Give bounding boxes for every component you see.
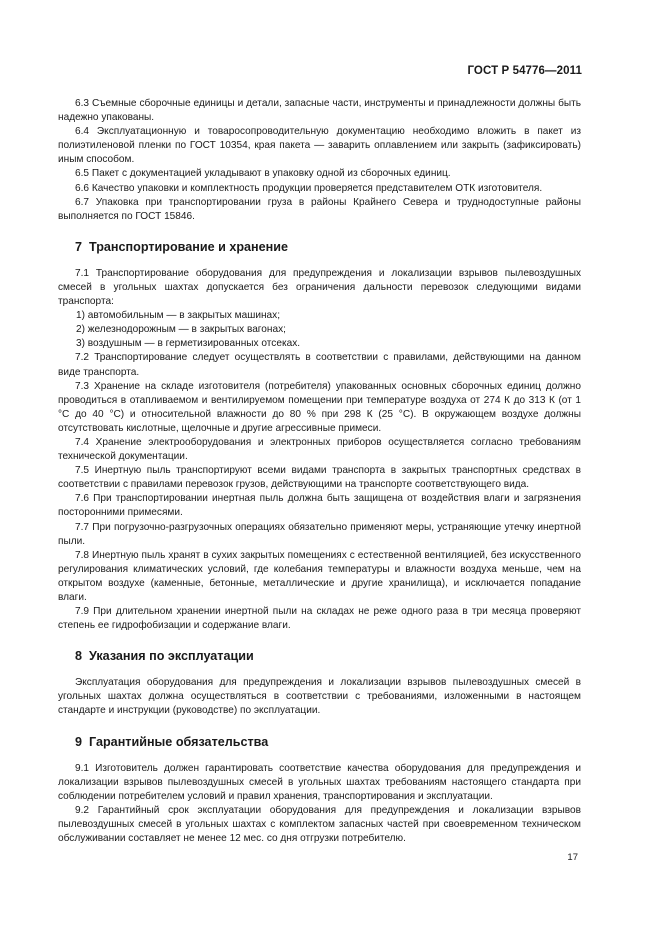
list-item-3: 3) воздушным — в герметизированных отсеках. [76,338,301,350]
paragraph-6-3: 6.3 Съемные сборочные единицы и детали, запасные части, инструменты и принадлежности должны быть надежно упакованы. [58,98,581,124]
paragraph-6-5: 6.5 Пакет с документацией укладывают в упаковку одной из сборочных единиц. [75,168,451,180]
paragraph-7-2: 7.2 Транспортирование следует осуществлять в соответствии с правилами, действующими на данном виде транспорта. [58,352,581,378]
paragraph-9-1: 9.1 Изготовитель должен гарантировать соответствие качества оборудования для предупреждения и локализации взрывов пылевоздушных смесей в угольных шахтах требованиям настоящего стандарта при соблюдении потребителем условий и правил хранения, транспортирования и эксплуатации. [58,762,581,802]
section-8-title: Указания по эксплуатации [89,649,254,664]
spacer [58,750,581,762]
paragraph-7-7: 7.7 При погрузочно-разгрузочных операциях обязательно применяют меры, устраняющие утечку инертной пыли. [58,521,581,547]
paragraph-7-6: 7.6 При транспортировании инертная пыль должна быть защищена от воздействия влаги и загрязнения посторонними примесями. [58,493,581,519]
list-item-1: 1) автомобильным — в закрытых машинах; [76,310,280,322]
paragraph-6-4: 6.4 Эксплуатационную и товаросопроводительную документацию необходимо вложить в пакет из полиэтиленовой пленки по ГОСТ 10354, края пакета — заварить оплавлением или закрыть (зафиксировать) иным способом. [58,126,581,166]
section-7-title: Транспортирование и хранение [89,239,288,254]
spacer [58,224,581,239]
paragraph-7-8: 7.8 Инертную пыль хранят в сухих закрытых помещениях с естественной вентиляцией, без искусственного регулирования климатических условий, где колебания температуры и влажности воздуха меньше, чем на открытом воздухе (каменные, бетонные, металлические и другие хранилища), и исключается попадание влаги. [58,549,581,603]
spacer [58,255,581,267]
document-id: ГОСТ Р 54776—2011 [467,65,582,77]
spacer [58,719,581,734]
section-9-number: 9 [75,734,83,749]
spacer [58,664,581,676]
paragraph-9-2: 9.2 Гарантийный срок эксплуатации оборудования для предупреждения и локализации взрывов пылевоздушных смесей в угольных шахтах с комплектом запасных частей при своевременном техническом обслуживании составляет не менее 12 мес. со дня отгрузки потребителю. [58,804,581,845]
spacer [58,633,581,648]
paragraph-7-3: 7.3 Хранение на складе изготовителя (потребителя) упакованных основных сборочных единиц должно проводиться в отапливаемом и вентилируемом помещении при температуре воздуха от 274 К до 313 К (от 1 °С до 40 °С) и относительной влажности до 80 % при 298 К (25 °С). В окружающем воздухе должны отсутствовать кислотные, щелочные и другие агрессивные примеси. [58,380,581,434]
list-item-2: 2) железнодорожным — в закрытых вагонах; [76,324,286,336]
page-number: 17 [567,852,578,863]
section-9-heading [58,734,581,750]
section-8-number: 8 [75,649,83,664]
paragraph-6-7: 6.7 Упаковка при транспортировании груза в районы Крайнего Севера и труднодоступные районы выполняется по ГОСТ 15846. [58,196,581,222]
paragraph-7-9: 7.9 При длительном хранении инертной пыли на складах не реже одного раза в три месяца проверяют степень ее гидрофобизации и содержание влаги. [58,606,581,632]
paragraph-7-4: 7.4 Хранение электрооборудования и электронных приборов осуществляется согласно требованиям технической документации. [58,436,581,463]
section-8-heading [58,648,581,664]
section-9-title: Гарантийные обязательства [89,734,269,749]
paragraph-8: Эксплуатация оборудования для предупреждения и локализации взрывов пылевоздушных смесей в угольных шахтах должна осуществляться в соответствии с требованиями, изложенными в настоящем стандарте и инструкции (руководстве) по эксплуатации. [58,677,581,717]
section-7-number: 7 [75,239,83,254]
paragraph-7-1: 7.1 Транспортирование оборудования для предупреждения и локализации взрывов пылевоздушных смесей в угольных шахтах допускается без ограничения дальности перевозок следующими видами транспорта: [58,267,581,308]
section-7-heading [58,239,581,255]
page-content [58,97,581,846]
paragraph-7-5: 7.5 Инертную пыль транспортируют всеми видами транспорта в закрытых транспортных средствах в соответствии с правилами перевозок грузов, действующими на транспорте соответствующего вида. [58,465,581,491]
paragraph-6-6: 6.6 Качество упаковки и комплектность продукции проверяется представителем ОТК изготовителя. [75,182,543,194]
